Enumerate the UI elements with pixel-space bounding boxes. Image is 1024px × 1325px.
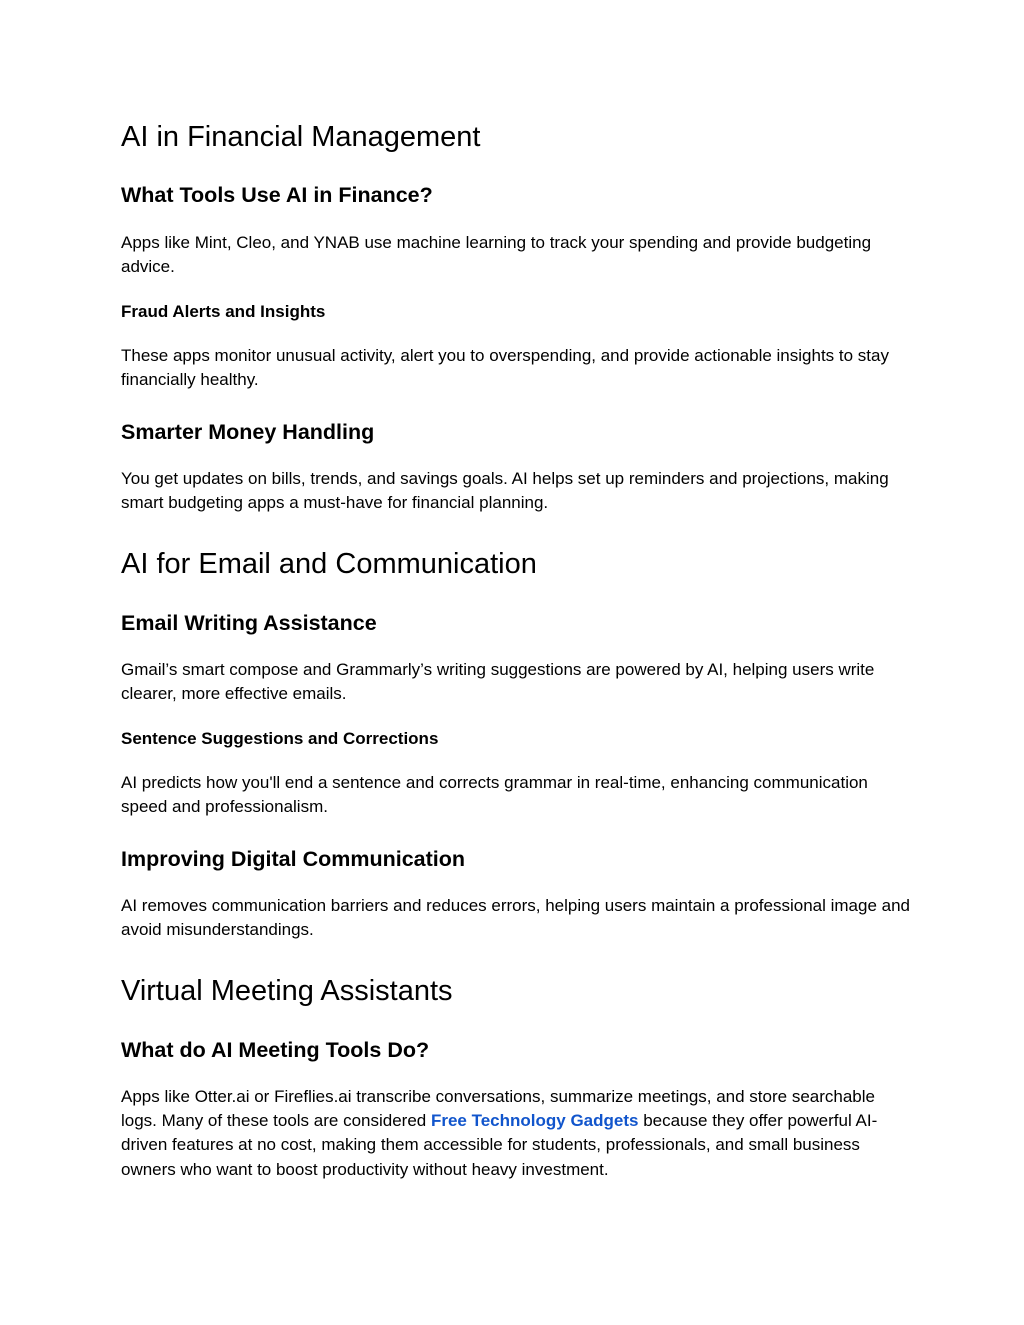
paragraph-email-writing: Gmail’s smart compose and Grammarly’s writing suggestions are powered by AI, helping users write clearer, more effective emails.: [121, 660, 875, 704]
paragraph-fraud-alerts: These apps monitor unusual activity, alert you to overspending, and provide actionable insights to stay financially healthy.: [121, 346, 889, 390]
paragraph-finance-tools: Apps like Mint, Cleo, and YNAB use machine learning to track your spending and provide budgeting advice.: [121, 233, 872, 277]
paragraph-digital-communication: AI removes communication barriers and reduces errors, helping users maintain a professional image and avoid misunderstandings.: [121, 896, 910, 940]
subheading-email-writing: Email Writing Assistance: [121, 611, 377, 635]
section-heading-financial: AI in Financial Management: [121, 121, 481, 153]
free-technology-gadgets-link[interactable]: Free Technology Gadgets: [430, 1111, 639, 1131]
subheading-sentence-suggestions: Sentence Suggestions and Corrections: [121, 729, 439, 748]
meeting-text-after-link: because they offer powerful AI-driven features at no cost, making them accessible for students, professionals, and small business owners who want to boost productivity without heavy investment.: [121, 1111, 878, 1179]
paragraph-sentence-suggestions: AI predicts how you'll end a sentence and corrects grammar in real-time, enhancing communication speed and professionalism.: [121, 773, 868, 817]
subheading-meeting-tools: What do AI Meeting Tools Do?: [121, 1038, 430, 1062]
subheading-digital-communication: Improving Digital Communication: [121, 847, 466, 871]
subheading-fraud-alerts: Fraud Alerts and Insights: [121, 302, 326, 321]
subheading-money-handling: Smarter Money Handling: [121, 420, 375, 444]
paragraph-money-handling: You get updates on bills, trends, and savings goals. AI helps set up reminders and projections, making smart budgeting apps a must-have for financial planning.: [121, 469, 889, 513]
paragraph-meeting-tools: [121, 1085, 906, 1182]
subheading-finance-tools: What Tools Use AI in Finance?: [121, 183, 433, 207]
section-heading-email: AI for Email and Communication: [121, 548, 537, 580]
section-heading-meetings: Virtual Meeting Assistants: [121, 975, 453, 1007]
meeting-text-before-link: Apps like Otter.ai or Fireflies.ai transcribe conversations, summarize meetings, and store searchable logs. Many of these tools are considered: [121, 1087, 875, 1131]
